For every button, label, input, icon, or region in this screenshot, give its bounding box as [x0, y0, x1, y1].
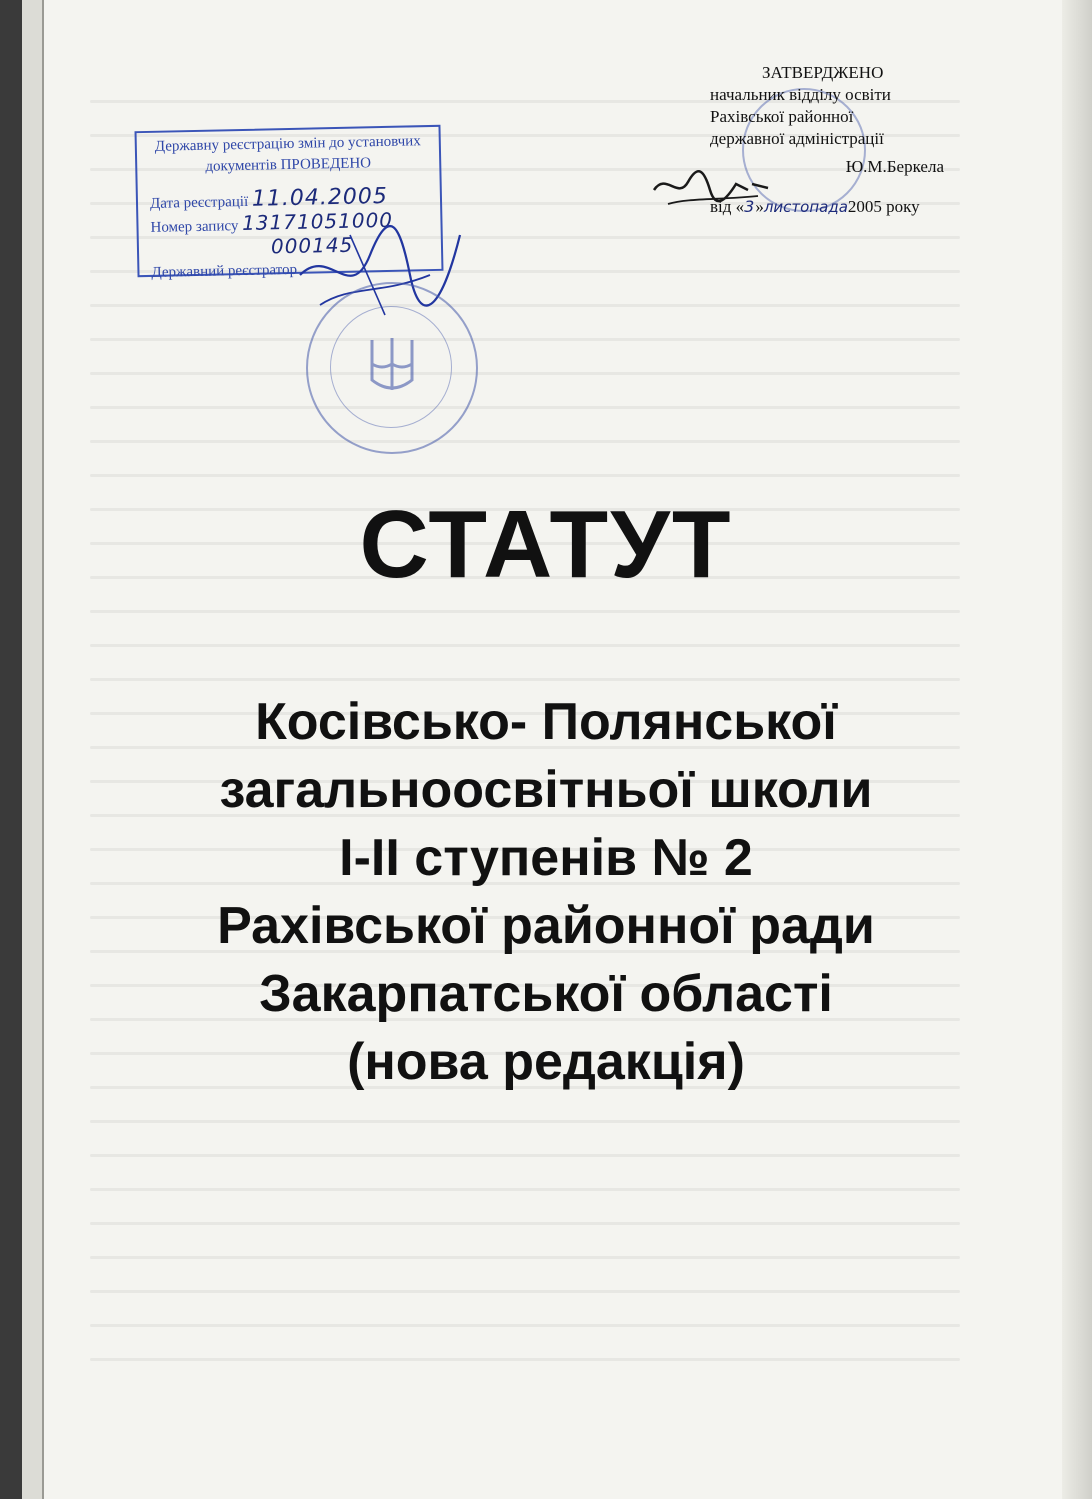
approval-date-day: 3: [744, 197, 756, 216]
stamp-record-value-2: 000145: [270, 232, 354, 259]
document-title: СТАТУТ: [359, 491, 733, 598]
subtitle-line: Рахівської районної ради: [217, 897, 875, 955]
stamp-date-value: 11.04.2005: [251, 183, 389, 212]
subtitle-line: Закарпатської області: [259, 965, 833, 1023]
stamp-heading-2: документів ПРОВЕДЕНО: [205, 155, 372, 175]
approval-position-2: Рахівської районної: [710, 107, 854, 126]
approval-position-3: державної адміністрації: [710, 129, 884, 148]
approval-signature: [648, 160, 778, 220]
approval-date-month: листопада: [763, 198, 848, 216]
approval-date: від «3»листопада2005 року: [710, 197, 920, 216]
approval-position-1: начальник відділу освіти: [710, 85, 891, 104]
registrar-seal: [306, 282, 478, 454]
stamp-record-value-1: 13171051000: [241, 207, 394, 235]
stamp-registrar-row: Державний реєстратор: [151, 261, 298, 281]
approval-status: ЗАТВЕРДЖЕНО: [762, 63, 884, 82]
subtitle-line: загальноосвітньої школи: [219, 761, 873, 819]
subtitle-line: (нова редакція): [347, 1033, 745, 1091]
subtitle-line: І-ІІ ступенів № 2: [339, 829, 753, 887]
subtitle-line: Косівсько- Полянської: [255, 693, 837, 751]
stamp-date-row: Дата реєстрації 11.04.2005: [149, 183, 389, 212]
approval-signer-name: Ю.М.Беркела: [845, 157, 944, 176]
stamp-heading-1: Державну реєстрацію змін до установчих: [154, 133, 421, 155]
stamp-record-row: Номер запису 13171051000: [150, 207, 394, 236]
trident-icon: [366, 334, 418, 400]
document-subtitle: [0, 688, 1092, 1096]
